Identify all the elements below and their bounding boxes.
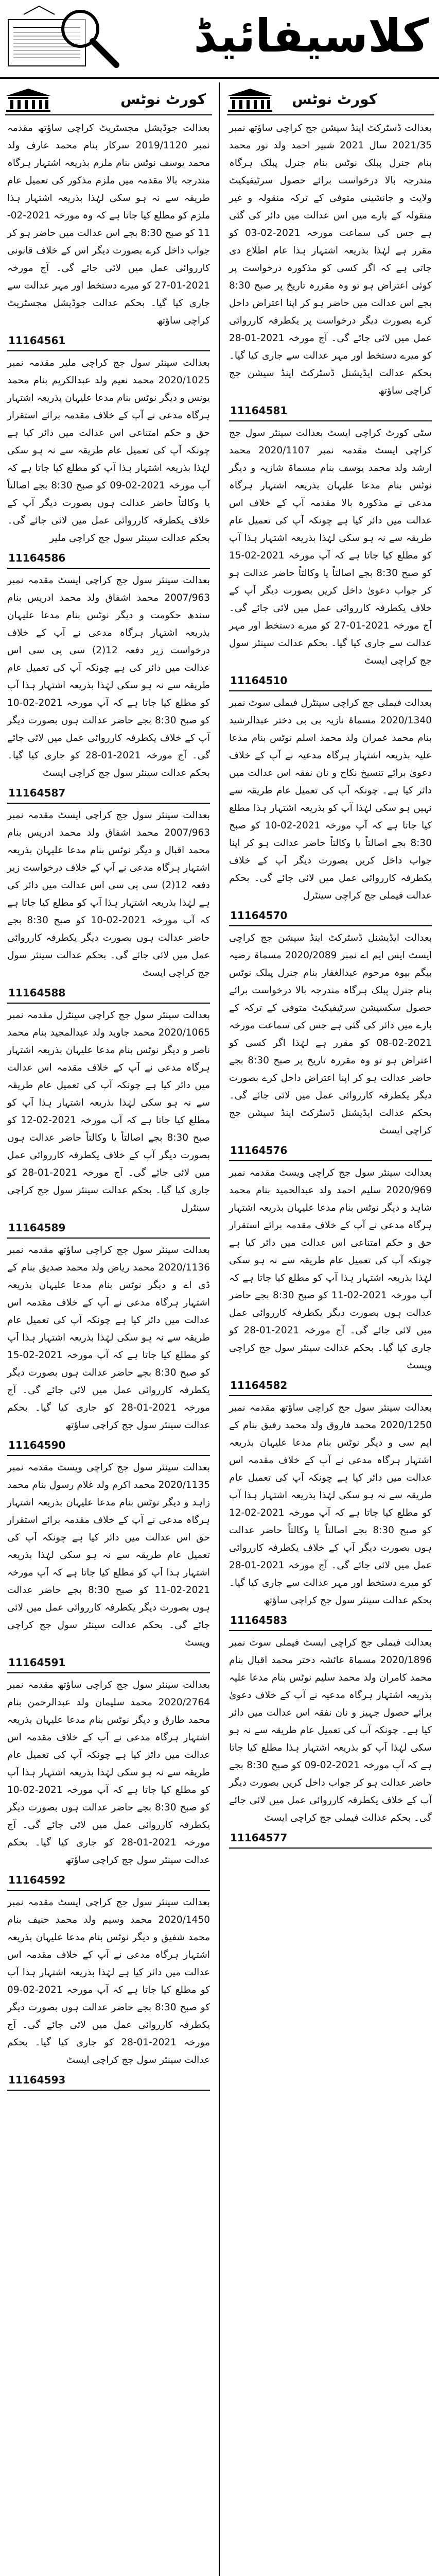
masthead-title: کلاسیفائیڈ [194, 9, 429, 62]
right-column-heading: کورٹ نوٹس [291, 91, 377, 108]
left-column [5, 87, 212, 2576]
notice-id: 11164593 [7, 2069, 210, 2091]
notice [227, 694, 434, 926]
courthouse-icon [5, 88, 51, 112]
notice [5, 1676, 212, 1891]
notice-text: بعدالت سینئر سول جج کراچی ملیر مقدمہ نمبر 2020/1025 محمد نعیم ولد عبدالکریم بنام محمد یونس و دیگر نوٹس بنام مدعا علیہان بذریعہ اشتہار ہرگاہ مدعی نے آپ کے خلاف مقدمہ برائے استقرار حق و حکم امتناعی اس عدالت میں دائر کیا ہے چونکہ آپ کی تعمیل عام طریقہ سے نہ ہو سکی لہٰذا بذریعہ اشتہار ہذا آپ کو مطلع کیا جاتا ہے کہ آپ مورخہ 2021-02-09 کو صبح 8:30 بجے اصالتاً یا وکالتاً حاضر عدالت ہوں بصورت دیگر آپ کے خلاف یکطرفہ کارروائی عمل میں لائی جائے گی۔ بحکم عدالت سینئر سول جج کراچی ملیر [7, 358, 210, 544]
notice [5, 1894, 212, 2091]
right-column [227, 87, 434, 2576]
notice-id: 11164582 [229, 1375, 432, 1396]
notice-id: 11164590 [7, 1434, 210, 1456]
notice-text: سٹی کورٹ کراچی ایسٹ بعدالت سینئر سول جج کراچی ایسٹ مقدمہ نمبر 2020/1107 محمد ارشد ولد محمد یوسف بنام مسماۃ شازیہ و دیگر نوٹس بنام مدعا علیہان بذریعہ اشتہار ہرگاہ مدعی نے مذکورہ بالا مقدمہ آپ کے خلاف اس عدالت میں دائر کیا ہے چونکہ آپ کی تعمیل عام طریقہ سے نہ ہو سکی لہٰذا بذریعہ اشتہار ہذا آپ کو مطلع کیا جاتا ہے کہ آپ مورخہ 2021-02-15 کو صبح 8:30 بجے اصالتاً یا وکالتاً حاضر عدالت ہو کر جواب دعویٰ داخل کریں بصورت دیگر آپ کے خلاف یکطرفہ کارروائی عمل میں لائی جائے گی۔ آج مورخہ 2021-01-27 کو میرے دستخط اور مہر عدالت سے جاری کیا گیا۔ بحکم عدالت سینئر سول جج کراچی ایسٹ [229, 428, 432, 666]
notice-text: بعدالت سینئر سول جج کراچی ویسٹ مقدمہ نمبر 2020/1135 محمد اکرم ولد غلام رسول بنام محمد زاہد و دیگر نوٹس بنام مدعا علیہان بذریعہ اشتہار ہرگاہ مدعی نے آپ کے خلاف مقدمہ برائے استقرار حق اس عدالت میں دائر کیا ہے چونکہ آپ کی تعمیل عام طریقہ سے نہ ہو سکی لہٰذا بذریعہ اشتہار ہذا آپ کو مطلع کیا جاتا ہے کہ آپ مورخہ 2021-02-11 کو صبح 8:30 بجے حاضر عدالت ہوں بصورت دیگر یکطرفہ کارروائی عمل میں لائی جائے گی۔ بحکم عدالت سینئر سول جج کراچی ویسٹ [7, 1462, 210, 1648]
notice-text: بعدالت جوڈیشل مجسٹریٹ کراچی ساؤتھ مقدمہ نمبر 2019/1120 سرکار بنام محمد عارف ولد محمد یوسف نوٹس بنام ملزم بذریعہ اشتہار ہرگاہ مندرجہ بالا مقدمہ میں ملزم مذکور کی تعمیل عام طریقہ سے نہ ہو سکی لہٰذا بذریعہ اشتہار ہذا ملزم کو مطلع کیا جاتا ہے کہ وہ مورخہ 2021-02-11 کو صبح 8:30 بجے اس عدالت میں حاضر ہو کر جواب داخل کرے بصورت دیگر اس کے خلاف قانونی کارروائی عمل میں لائی جائے گی۔ آج مورخہ 2021-01-27 کو میرے دستخط اور مہر عدالت سے جاری کیا گیا۔ بحکم عدالت جوڈیشل مجسٹریٹ کراچی ساؤتھ [7, 123, 210, 326]
notice [5, 807, 212, 1004]
notice-text: بعدالت سینئر سول جج کراچی ایسٹ مقدمہ نمبر 2007/963 محمد اشفاق ولد محمد ادریس بنام محمد اقبال و دیگر نوٹس بنام مدعا علیہان بذریعہ اشتہار ہرگاہ مدعی نے آپ کے خلاف درخواست زیر دفعہ 12(2) سی پی سی اس عدالت میں دائر کی ہے لہٰذا بذریعہ اشتہار ہذا آپ کو مطلع کیا جاتا ہے کہ آپ مورخہ 2021-02-10 کو صبح 8:30 بجے حاضر عدالت ہوں بصورت دیگر یکطرفہ کارروائی عمل میں لائی جائے گی۔ بحکم عدالت سینئر سول جج کراچی ایسٹ [7, 810, 210, 978]
notice-id: 11164581 [229, 400, 432, 421]
notice [5, 1459, 212, 1673]
notice [227, 1634, 434, 1849]
notice-id: 11164592 [7, 1869, 210, 1891]
notice-text: بعدالت سینئر سول جج کراچی سینٹرل مقدمہ نمبر 2020/1065 محمد جاوید ولد عبدالمجید بنام محمد ناصر و دیگر نوٹس بنام مدعا علیہان بذریعہ اشتہار ہرگاہ مدعی نے آپ کے خلاف مقدمہ اس عدالت میں دائر کیا ہے چونکہ آپ کی تعمیل عام طریقہ سے نہ ہو سکی لہٰذا بذریعہ اشتہار ہذا آپ کو مطلع کیا جاتا ہے کہ آپ مورخہ 2021-02-12 کو صبح 8:30 بجے اصالتاً یا وکالتاً حاضر عدالت ہوں بصورت دیگر آپ کے خلاف یکطرفہ کارروائی عمل میں لائی جائے گی۔ آج مورخہ 2021-01-28 کو جاری کیا گیا۔ بحکم عدالت سینئر سول جج کراچی سینٹرل [7, 1010, 210, 1213]
notice-text: بعدالت سینئر سول جج کراچی ساؤتھ مقدمہ نمبر 2020/1136 محمد ریاض ولد محمد صدیق بنام کے ڈی اے و دیگر نوٹس بنام مدعا علیہان بذریعہ اشتہار ہرگاہ مدعی نے آپ کے خلاف مقدمہ اس عدالت میں دائر کیا ہے چونکہ آپ کی تعمیل عام طریقہ سے نہ ہو سکی لہٰذا بذریعہ اشتہار ہذا آپ کو مطلع کیا جاتا ہے کہ آپ مورخہ 2021-02-15 کو صبح 8:30 بجے حاضر عدالت ہوں بصورت دیگر یکطرفہ کارروائی عمل میں لائی جائے گی۔ آج مورخہ 2021-01-28 کو جاری کیا گیا۔ بحکم عدالت سینئر سول جج کراچی ساؤتھ [7, 1245, 210, 1431]
notice-text: بعدالت ڈسٹرکٹ اینڈ سیشن جج کراچی ساؤتھ نمبر 2021/35 سال 2021 شبیر احمد ولد نور محمد بنام جنرل پبلک نوٹس بنام جنرل پبلک ہرگاہ مندرجہ بالا درخواست برائے حصول سرٹیفیکیٹ ولایت و جانشینی متوفی کے ترکہ منقولہ و غیر منقولہ کے بارے میں اس عدالت میں دائر کی گئی ہے جس کی سماعت مورخہ 2021-02-03 کو مقرر ہے لہٰذا بذریعہ اشتہار ہذا عام اطلاع دی جاتی ہے کہ اگر کسی کو مذکورہ درخواست پر کوئی اعتراض ہو تو وہ مقررہ تاریخ پر صبح 8:30 بجے اس عدالت میں حاضر ہو کر اپنا اعتراض داخل کرے بصورت دیگر درخواست پر یکطرفہ کارروائی عمل میں لائی جائے گی۔ آج مورخہ 2021-01-28 کو میرے دستخط اور مہر عدالت سے جاری کیا گیا۔ بحکم عدالت ایڈیشنل ڈسٹرکٹ اینڈ سیشن جج کراچی ساؤتھ [229, 123, 432, 396]
masthead [0, 0, 439, 79]
notice-id: 11164577 [229, 1827, 432, 1849]
notice-id: 11164576 [229, 1140, 432, 1161]
notice-text: بعدالت سینئر سول جج کراچی ایسٹ مقدمہ نمبر 2007/963 محمد اشفاق ولد محمد ادریس بنام سندھ حکومت و دیگر نوٹس بنام مدعا علیہان بذریعہ اشتہار ہرگاہ مدعی نے آپ کے خلاف درخواست زیر دفعہ 12(2) سی پی سی اس عدالت میں دائر کی ہے چونکہ آپ کی تعمیل عام طریقہ سے نہ ہو سکی لہٰذا بذریعہ اشتہار ہذا آپ کو مطلع کیا جاتا ہے کہ آپ مورخہ 2021-02-10 کو صبح 8:30 بجے حاضر عدالت ہوں بصورت دیگر آپ کے خلاف یکطرفہ کارروائی عمل میں لائی جائے گی۔ آج مورخہ 2021-01-28 کو جاری کیا گیا۔ بحکم عدالت سینئر سول جج کراچی ایسٹ [7, 575, 210, 778]
left-column-heading: کورٹ نوٹس [120, 91, 206, 108]
notice-text: بعدالت سینئر سول جج کراچی ساؤتھ مقدمہ نمبر 2020/2764 محمد سلیمان ولد عبدالرحمن بنام محمد طارق و دیگر نوٹس بنام مدعا علیہان بذریعہ اشتہار ہرگاہ مدعی نے آپ کے خلاف مقدمہ اس عدالت میں دائر کیا ہے چونکہ آپ کی تعمیل عام طریقہ سے نہ ہو سکی لہٰذا بذریعہ اشتہار ہذا آپ کو مطلع کیا جاتا ہے کہ آپ مورخہ 2021-02-10 کو صبح 8:30 بجے حاضر عدالت ہوں بصورت دیگر یکطرفہ کارروائی عمل میں لائی جائے گی۔ آج مورخہ 2021-01-28 کو جاری کیا گیا۔ بحکم عدالت سینئر سول جج کراچی ساؤتھ [7, 1680, 210, 1866]
notice [5, 354, 212, 569]
notice-id: 11164570 [229, 905, 432, 926]
notice [5, 572, 212, 804]
notice-id: 11164510 [229, 670, 432, 691]
notice-text: بعدالت سینئر سول جج کراچی ساؤتھ مقدمہ نمبر 2020/1250 محمد فاروق ولد محمد رفیق بنام کے ایم سی و دیگر نوٹس بنام مدعا علیہان بذریعہ اشتہار ہرگاہ مدعی نے آپ کے خلاف مقدمہ اس عدالت میں دائر کیا ہے چونکہ آپ کی تعمیل عام طریقہ سے نہ ہو سکی لہٰذا بذریعہ اشتہار ہذا آپ کو مطلع کیا جاتا ہے کہ آپ مورخہ 2021-02-12 کو صبح 8:30 بجے اصالتاً یا وکالتاً حاضر عدالت ہوں بصورت دیگر آپ کے خلاف یکطرفہ کارروائی عمل میں لائی جائے گی۔ آج مورخہ 2021-01-28 کو میرے دستخط اور مہر عدالت سے جاری کیا گیا۔ بحکم عدالت سینئر سول جج کراچی ساؤتھ [229, 1402, 432, 1606]
notice [5, 1242, 212, 1456]
notice-text: بعدالت فیملی جج کراچی سینٹرل فیملی سوٹ نمبر 2020/1340 مسماۃ نازیہ بی بی دختر عبدالرشید بنام محمد عمران ولد محمد اسلم نوٹس بنام مدعا علیہ بذریعہ اشتہار ہرگاہ مدعیہ نے آپ کے خلاف دعویٰ برائے تنسیخ نکاح و نان نفقہ اس عدالت میں دائر کیا ہے۔ چونکہ آپ کی تعمیل عام طریقہ سے نہیں ہو سکی لہٰذا آپ کو بذریعہ اشتہار ہذا مطلع کیا جاتا ہے کہ آپ مورخہ 2021-02-10 کو صبح 8:30 بجے اصالتاً یا وکالتاً حاضر عدالت ہو کر اپنا جواب داخل کریں بصورت دیگر آپ کے خلاف یکطرفہ کارروائی عمل میں لائی جائے گی۔ بحکم عدالت فیملی جج کراچی سینٹرل [229, 698, 432, 901]
notice-id: 11164586 [7, 547, 210, 569]
notice [227, 1164, 434, 1396]
notice [227, 120, 434, 421]
notice-text: بعدالت ایڈیشنل ڈسٹرکٹ اینڈ سیشن جج کراچی ایسٹ ایس ایم اے نمبر 2020/2089 مسماۃ رضیہ بیگم بیوہ مرحوم عبدالغفار بنام جنرل پبلک نوٹس بنام جنرل پبلک ہرگاہ مندرجہ بالا درخواست برائے حصول سکسیشن سرٹیفیکیٹ متوفی کے ترکہ کے بارے میں دائر کی گئی ہے جس کی سماعت مورخہ 2021-02-08 کو مقرر ہے لہٰذا اگر کسی کو اعتراض ہو تو وہ مقررہ تاریخ پر صبح 8:30 بجے حاضر عدالت ہو کر اپنا اعتراض داخل کرے بصورت دیگر یکطرفہ کارروائی عمل میں لائی جائے گی۔ بحکم عدالت ایڈیشنل ڈسٹرکٹ اینڈ سیشن جج کراچی ایسٹ [229, 933, 432, 1136]
notice [227, 425, 434, 691]
notice-text: بعدالت سینئر سول جج کراچی ایسٹ مقدمہ نمبر 2020/1450 محمد وسیم ولد محمد حنیف بنام محمد شفیق و دیگر نوٹس بنام مدعا علیہان بذریعہ اشتہار ہرگاہ مدعی نے آپ کے خلاف مقدمہ اس عدالت میں دائر کیا ہے لہٰذا بذریعہ اشتہار ہذا آپ کو مطلع کیا جاتا ہے کہ آپ مورخہ 2021-02-09 کو صبح 8:30 بجے حاضر عدالت ہوں بصورت دیگر یکطرفہ کارروائی عمل میں لائی جائے گی۔ آج مورخہ 2021-01-28 کو جاری کیا گیا۔ بحکم عدالت سینئر سول جج کراچی ایسٹ [7, 1897, 210, 2065]
left-notices [5, 120, 212, 2091]
notice-text: بعدالت فیملی جج کراچی ایسٹ فیملی سوٹ نمبر 2020/1896 مسماۃ عائشہ دختر محمد اقبال بنام محمد کامران ولد محمد سلیم نوٹس بنام مدعا علیہ بذریعہ اشتہار ہرگاہ مدعیہ نے آپ کے خلاف دعویٰ برائے حصول جہیز و نان نفقہ اس عدالت میں دائر کیا ہے۔ چونکہ آپ کی تعمیل عام طریقہ سے نہ ہو سکی لہٰذا آپ کو بذریعہ اشتہار ہذا مطلع کیا جاتا ہے کہ آپ مورخہ 2021-02-09 کو صبح 8:30 بجے حاضر عدالت ہو کر جواب داخل کریں بصورت دیگر آپ کے خلاف یکطرفہ کارروائی عمل میں لائی جائے گی۔ بحکم عدالت فیملی جج کراچی ایسٹ [229, 1637, 432, 1823]
notice [5, 1007, 212, 1239]
right-notices [227, 120, 434, 1849]
newspaper-magnifier-illustration [3, 4, 121, 71]
right-column-header [227, 87, 434, 115]
notice-id: 11164561 [7, 330, 210, 351]
notice-id: 11164583 [229, 1609, 432, 1631]
notice-id: 11164591 [7, 1652, 210, 1673]
notice [227, 1399, 434, 1631]
column-divider [219, 82, 220, 2576]
notice-id: 11164588 [7, 982, 210, 1004]
notice-id: 11164589 [7, 1217, 210, 1239]
notice [227, 929, 434, 1161]
courthouse-icon [227, 88, 273, 112]
notice [5, 120, 212, 351]
left-column-header [5, 87, 212, 115]
notice-id: 11164587 [7, 782, 210, 804]
notice-text: بعدالت سینئر سول جج کراچی ویسٹ مقدمہ نمبر 2020/969 سلیم احمد ولد عبدالحمید بنام محمد شاہد و دیگر نوٹس بنام مدعا علیہان بذریعہ اشتہار ہرگاہ مدعی نے آپ کے خلاف مقدمہ برائے استقرار حق و حکم امتناعی اس عدالت میں دائر کیا ہے چونکہ آپ کی تعمیل عام طریقہ سے نہ ہو سکی لہٰذا بذریعہ اشتہار ہذا آپ کو مطلع کیا جاتا ہے کہ آپ مورخہ 2021-02-11 کو صبح 8:30 بجے حاضر عدالت ہوں بصورت دیگر یکطرفہ کارروائی عمل میں لائی جائے گی۔ آج مورخہ 2021-01-28 کو جاری کیا گیا۔ بحکم عدالت سینئر سول جج کراچی ویسٹ [229, 1167, 432, 1371]
